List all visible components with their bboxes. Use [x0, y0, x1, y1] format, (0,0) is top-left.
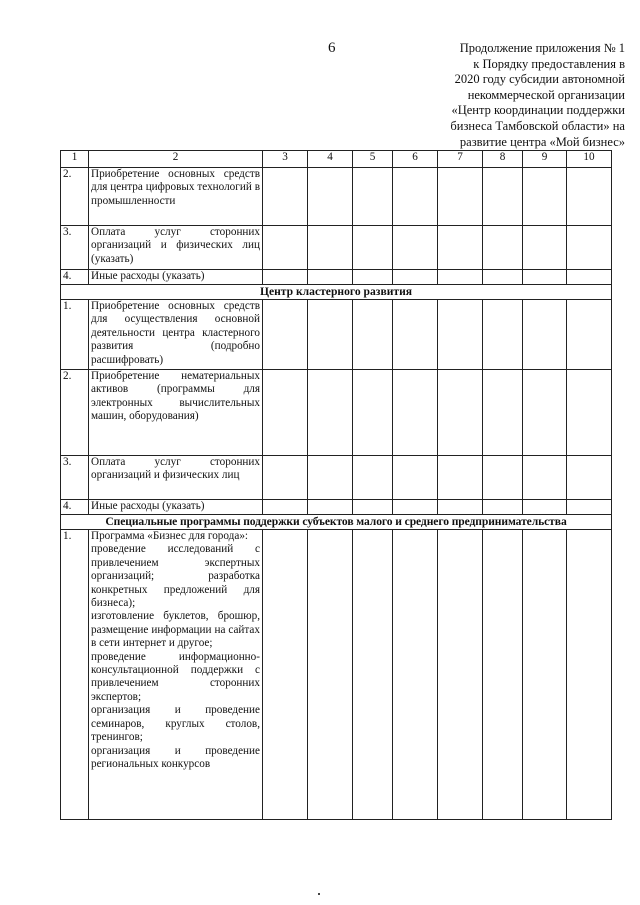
empty-cell	[393, 530, 438, 820]
empty-cell	[567, 456, 612, 500]
empty-cell	[353, 226, 393, 270]
column-number: 7	[438, 151, 483, 168]
empty-cell	[263, 500, 308, 515]
scan-speck	[318, 893, 320, 895]
empty-cell	[263, 270, 308, 285]
empty-cell	[483, 456, 523, 500]
empty-cell	[438, 500, 483, 515]
row-text: Приобретение основных средств для осуществления основной деятельности центра кластерного развития (подробно расшифровать)	[89, 300, 263, 370]
column-number: 4	[308, 151, 353, 168]
empty-cell	[393, 300, 438, 370]
empty-cell	[393, 270, 438, 285]
empty-cell	[438, 370, 483, 456]
column-number: 3	[263, 151, 308, 168]
column-number: 2	[89, 151, 263, 168]
row-number: 4.	[61, 270, 89, 285]
header-line: бизнеса Тамбовской области» на	[450, 118, 625, 133]
row-text: Приобретение нематериальных активов (программы для электронных вычислительных машин, оборудования)	[89, 370, 263, 456]
table-row	[61, 270, 612, 285]
column-number: 1	[61, 151, 89, 168]
empty-cell	[438, 530, 483, 820]
row-text: Оплата услуг сторонних организаций и физических лиц	[89, 456, 263, 500]
empty-cell	[353, 456, 393, 500]
empty-cell	[483, 270, 523, 285]
row-text-line: проведение информационно-консультационной поддержки с привлечением сторонних экспертов;	[91, 650, 260, 703]
empty-cell	[393, 226, 438, 270]
column-number-row	[61, 151, 612, 168]
empty-cell	[263, 456, 308, 500]
empty-cell	[438, 270, 483, 285]
column-number: 8	[483, 151, 523, 168]
empty-cell	[438, 300, 483, 370]
empty-cell	[483, 500, 523, 515]
empty-cell	[483, 300, 523, 370]
empty-cell	[438, 226, 483, 270]
row-number: 3.	[61, 226, 89, 270]
section-title: Центр кластерного развития	[61, 285, 612, 300]
empty-cell	[567, 226, 612, 270]
header-line: развитие центра «Мой бизнес»	[459, 134, 625, 149]
empty-cell	[308, 500, 353, 515]
empty-cell	[483, 530, 523, 820]
row-text: Приобретение основных средств для центра цифровых технологий в промышленности	[89, 168, 263, 226]
empty-cell	[483, 370, 523, 456]
table-row	[61, 370, 612, 456]
empty-cell	[308, 300, 353, 370]
empty-cell	[263, 168, 308, 226]
empty-cell	[308, 456, 353, 500]
header-line: Продолжение приложения № 1	[459, 41, 625, 55]
empty-cell	[523, 270, 567, 285]
empty-cell	[353, 168, 393, 226]
section-row	[61, 285, 612, 300]
row-text-line: Программа «Бизнес для города»:	[91, 530, 249, 542]
empty-cell	[308, 530, 353, 820]
column-number: 9	[523, 151, 567, 168]
row-text: Иные расходы (указать)	[89, 270, 263, 285]
section-row	[61, 515, 612, 530]
table-row	[61, 456, 612, 500]
row-text-line: организация и проведение семинаров, круглых столов, тренингов;	[91, 704, 260, 744]
row-number: 1.	[61, 300, 89, 370]
empty-cell	[483, 226, 523, 270]
empty-cell	[353, 530, 393, 820]
section-title: Специальные программы поддержки субъектов малого и среднего предпринимательства	[61, 515, 612, 530]
empty-cell	[523, 226, 567, 270]
empty-cell	[308, 270, 353, 285]
table-row	[61, 530, 612, 820]
row-text: Иные расходы (указать)	[89, 500, 263, 515]
row-number: 1.	[61, 530, 89, 820]
empty-cell	[567, 300, 612, 370]
empty-cell	[308, 226, 353, 270]
column-number: 10	[567, 151, 612, 168]
empty-cell	[438, 168, 483, 226]
row-number: 3.	[61, 456, 89, 500]
empty-cell	[393, 370, 438, 456]
empty-cell	[567, 370, 612, 456]
empty-cell	[353, 270, 393, 285]
header-line: к Порядку предоставления в	[473, 56, 625, 71]
column-number: 6	[393, 151, 438, 168]
empty-cell	[483, 168, 523, 226]
header-line: 2020 году субсидии автономной	[454, 72, 625, 87]
empty-cell	[308, 168, 353, 226]
empty-cell	[523, 300, 567, 370]
empty-cell	[567, 168, 612, 226]
empty-cell	[567, 270, 612, 285]
column-number: 5	[353, 151, 393, 168]
empty-cell	[263, 530, 308, 820]
empty-cell	[308, 370, 353, 456]
row-text-line: организация и проведение региональных конкурсов	[91, 744, 260, 770]
empty-cell	[263, 226, 308, 270]
row-text-line: проведение исследований с привлечением экспертных организаций; разработка конкретных предложений для бизнеса);	[91, 543, 260, 610]
row-text: Оплата услуг сторонних организаций и физических лиц (указать)	[89, 226, 263, 270]
empty-cell	[353, 370, 393, 456]
table-row	[61, 500, 612, 515]
row-number: 2.	[61, 168, 89, 226]
empty-cell	[523, 530, 567, 820]
empty-cell	[523, 370, 567, 456]
empty-cell	[393, 500, 438, 515]
row-text	[89, 530, 263, 820]
table-row	[61, 226, 612, 270]
empty-cell	[393, 456, 438, 500]
table-row	[61, 168, 612, 226]
empty-cell	[438, 456, 483, 500]
header-line: некоммерческой организации	[467, 87, 625, 102]
appendix-header	[420, 41, 625, 150]
empty-cell	[523, 500, 567, 515]
row-number: 2.	[61, 370, 89, 456]
empty-cell	[263, 300, 308, 370]
row-number: 4.	[61, 500, 89, 515]
empty-cell	[567, 500, 612, 515]
empty-cell	[353, 500, 393, 515]
header-line: «Центр координации поддержки	[451, 103, 625, 118]
empty-cell	[353, 300, 393, 370]
table-row	[61, 300, 612, 370]
row-text-line: изготовление буклетов, брошюр, размещение информации на сайтах в сети интернет и другое;	[91, 610, 260, 650]
empty-cell	[263, 370, 308, 456]
empty-cell	[523, 168, 567, 226]
empty-cell	[567, 530, 612, 820]
empty-cell	[393, 168, 438, 226]
empty-cell	[523, 456, 567, 500]
expense-table	[60, 150, 612, 820]
page-number: 6	[328, 40, 336, 56]
